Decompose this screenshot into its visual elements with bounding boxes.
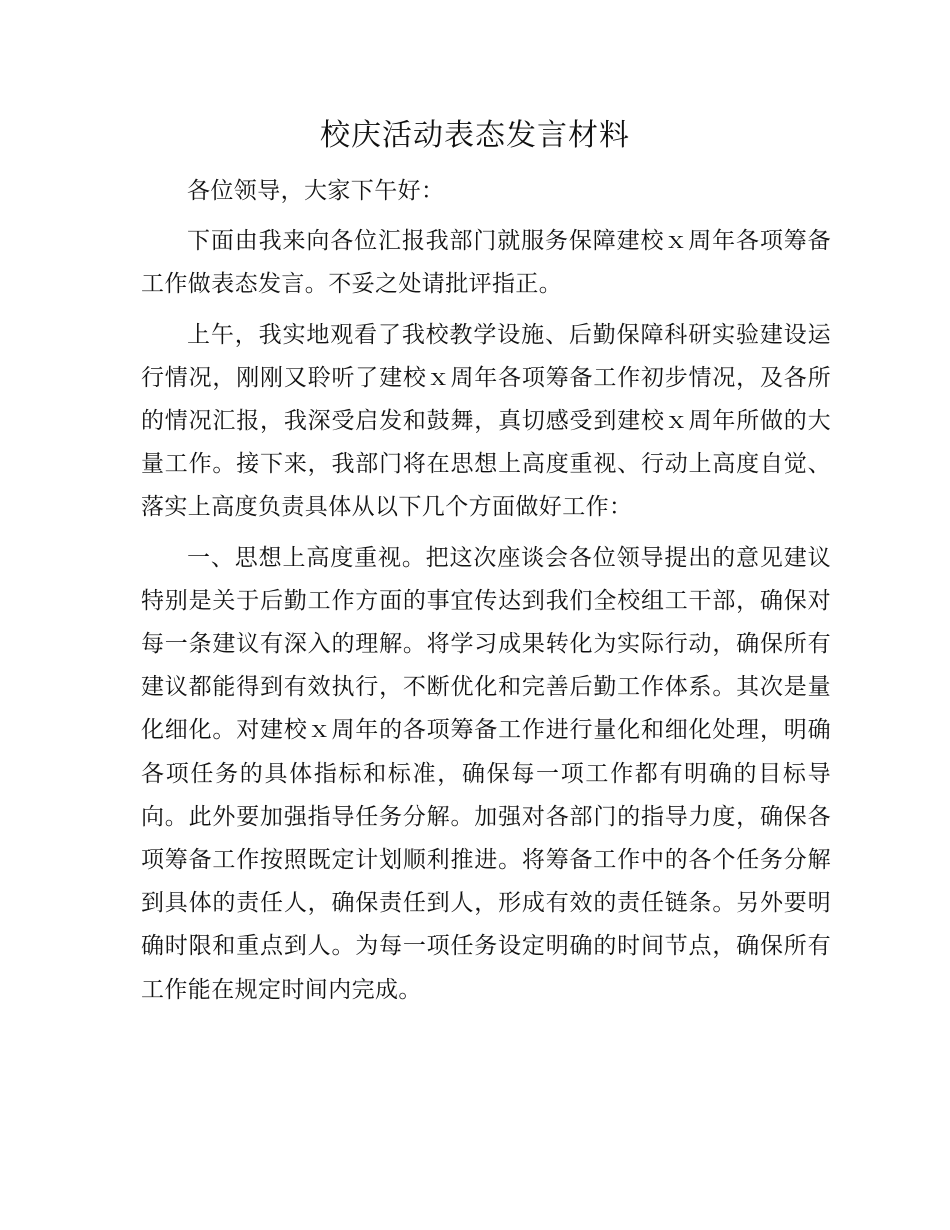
context-paragraph: 上午，我实地观看了我校教学设施、后勤保障科研实验建设运行情况，刚刚又聆听了建校ｘ周年各项筹备工作初步情况，及各所的情况汇报，我深受启发和鼓舞，真切感受到建校ｘ周年所做的大量工作。接下来，我部门将在思想上高度重视、行动上高度自觉、落实上高度负责具体从以下几个方面做好工作： [141, 321, 831, 521]
intro-paragraph: 下面由我来向各位汇报我部门就服务保障建校ｘ周年各项筹备工作做表态发言。不妥之处请批评指正。 [141, 228, 831, 298]
page-title: 校庆活动表态发言材料 [320, 118, 630, 153]
document-body [141, 170, 831, 1019]
section-one-paragraph: 一、思想上高度重视。把这次座谈会各位领导提出的意见建议特别是关于后勤工作方面的事宜传达到我们全校组工干部，确保对每一条建议有深入的理解。将学习成果转化为实际行动，确保所有建议都能得到有效执行，不断优化和完善后勤工作体系。其次是量化细化。对建校ｘ周年的各项筹备工作进行量化和细化处理，明确各项任务的具体指标和标准，确保每一项工作都有明确的目标导向。此外要加强指导任务分解。加强对各部门的指导力度，确保各项筹备工作按照既定计划顺利推进。将筹备工作中的各个任务分解到具体的责任人，确保责任到人，形成有效的责任链条。另外要明确时限和重点到人。为每一项任务设定明确的时间节点，确保所有工作能在规定时间内完成。 [141, 544, 831, 1003]
greeting-paragraph: 各位领导，大家下午好： [187, 178, 445, 204]
